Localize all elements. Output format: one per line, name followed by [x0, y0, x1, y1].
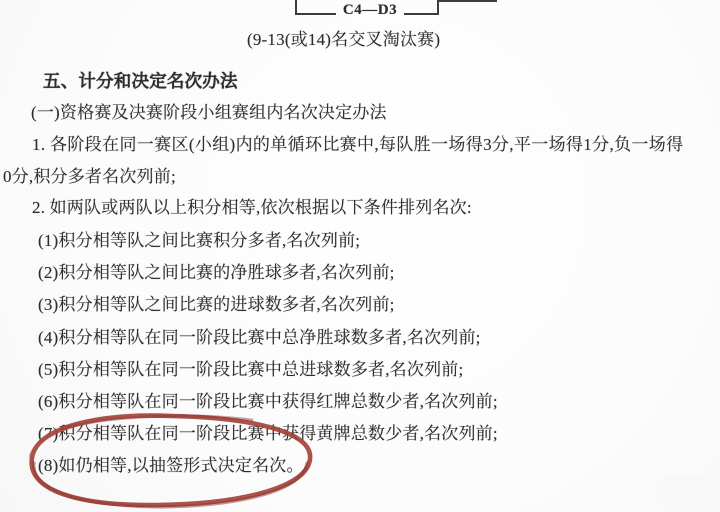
tiebreak-rule-item: (2)积分相等队之间比赛的净胜球多者,名次列前;: [38, 263, 395, 282]
bracket-match-label: C4—D3: [342, 2, 398, 18]
scoring-rule-line2: 0分,积分多者名次列前;: [3, 167, 176, 186]
tiebreak-rule-item: (7)积分相等队在同一阶段比赛中获得黄牌总数少者,名次列前;: [38, 424, 498, 443]
scoring-rule-line1: 1. 各阶段在同一赛区(小组)内的单循环比赛中,每队胜一场得3分,平一场得1分,负一场得: [32, 135, 684, 154]
video-watermark-pill: [654, 475, 720, 507]
tiebreak-rule-item: (5)积分相等队在同一阶段比赛中总进球数多者,名次列前;: [38, 360, 464, 379]
tiebreak-rule-item: (6)积分相等队在同一阶段比赛中获得红牌总数少者,名次列前;: [38, 392, 498, 411]
subsection-heading: (一)资格赛及决赛阶段小组赛组内名次决定办法: [31, 103, 387, 122]
tiebreak-rule-item: (1)积分相等队之间比赛积分多者,名次列前;: [38, 231, 361, 250]
tiebreak-intro: 2. 如两队或两队以上积分相等,依次根据以下条件排列名次:: [32, 198, 472, 217]
tiebreak-rule-item: (3)积分相等队之间比赛的进球数多者,名次列前;: [38, 295, 395, 314]
tiebreak-rule-item: (4)积分相等队在同一阶段比赛中总净胜球数多者,名次列前;: [38, 328, 481, 347]
bracket-caption: (9-13(或14)名交叉淘汰赛): [247, 30, 441, 49]
section-heading: 五、计分和决定名次办法: [43, 71, 238, 91]
tiebreak-rule-item: (8)如仍相等,以抽签形式决定名次。: [38, 456, 304, 475]
